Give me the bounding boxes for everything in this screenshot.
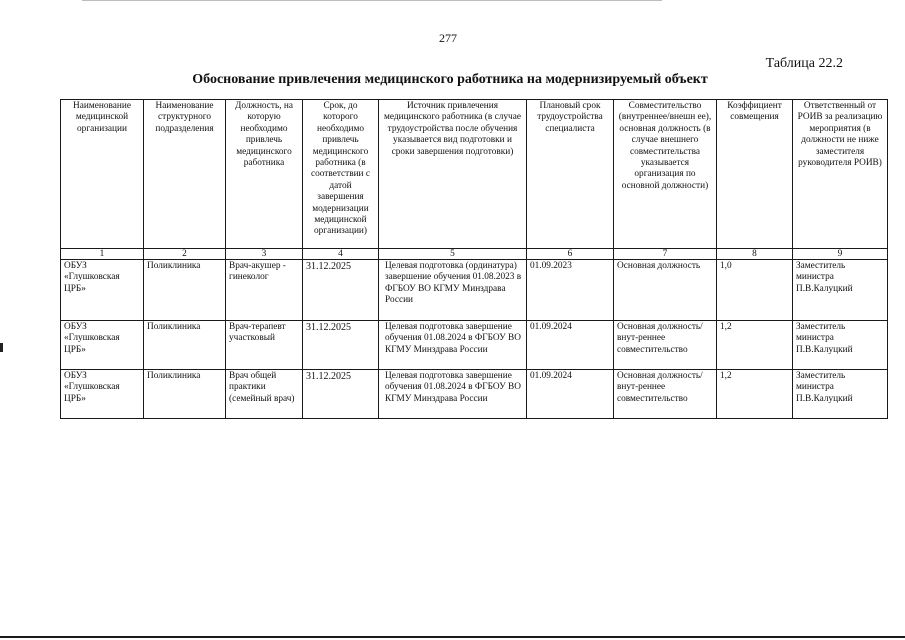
document-title: Обоснование привлечения медицинского работника на модернизируемый объект xyxy=(192,72,708,87)
cell-organization: ОБУЗ «Глушковская ЦРБ» xyxy=(61,370,144,419)
column-number: 5 xyxy=(379,249,527,260)
cell-organization: ОБУЗ «Глушковская ЦРБ» xyxy=(61,260,144,321)
cell-coefficient: 1,0 xyxy=(717,260,793,321)
cell-responsible: Заместитель министра П.В.Калуцкий xyxy=(793,370,888,419)
cell-combination: Основная должность/внут-реннее совместительство xyxy=(614,370,717,419)
column-number: 7 xyxy=(614,249,717,260)
column-number: 8 xyxy=(717,249,793,260)
cell-organization: ОБУЗ «Глушковская ЦРБ» xyxy=(61,321,144,370)
cell-position: Врач общей практики (семейный врач) xyxy=(226,370,303,419)
table-label: Таблица 22.2 xyxy=(765,56,843,71)
header-department: Наименование структурного подразделения xyxy=(144,100,226,249)
cell-planned-date: 01.09.2024 xyxy=(527,370,614,419)
cell-source: Целевая подготовка завершение обучения 01.08.2024 в ФГБОУ ВО КГМУ Минздрава России xyxy=(379,370,527,419)
cell-combination: Основная должность/внут-реннее совместительство xyxy=(614,321,717,370)
cell-deadline: 31.12.2025 xyxy=(303,321,379,370)
cell-planned-date: 01.09.2023 xyxy=(527,260,614,321)
cell-source: Целевая подготовка завершение обучения 01.08.2024 в ФГБОУ ВО КГМУ Минздрава России xyxy=(379,321,527,370)
cell-source: Целевая подготовка (ординатура) завершение обучения 01.08.2023 в ФГБОУ ВО КГМУ Минздрава России xyxy=(379,260,527,321)
column-number: 3 xyxy=(226,249,303,260)
column-number: 6 xyxy=(527,249,614,260)
table-row xyxy=(61,321,888,370)
scan-margin-mark xyxy=(0,343,3,352)
header-coefficient: Коэффициент совмещения xyxy=(717,100,793,249)
column-number: 4 xyxy=(303,249,379,260)
table-header-row xyxy=(61,100,888,249)
header-planned-date: Плановый срок трудоустройства специалиста xyxy=(527,100,614,249)
cell-responsible: Заместитель министра П.В.Калуцкий xyxy=(793,260,888,321)
page-number: 277 xyxy=(439,31,457,45)
scan-bottom-edge xyxy=(0,636,905,638)
column-number: 2 xyxy=(144,249,226,260)
table-row xyxy=(61,370,888,419)
header-deadline: Срок, до которого необходимо привлечь медицинского работника (в соответствии с датой завершения модернизации медицинской организации) xyxy=(303,100,379,249)
table-row xyxy=(61,260,888,321)
cell-responsible: Заместитель министра П.В.Калуцкий xyxy=(793,321,888,370)
cell-department: Поликлиника xyxy=(144,321,226,370)
header-responsible: Ответственный от РОИВ за реализацию мероприятия (в должности не ниже заместителя руководителя РОИВ) xyxy=(793,100,888,249)
cell-position: Врач-терапевт участковый xyxy=(226,321,303,370)
staffing-table xyxy=(60,99,888,419)
header-combination: Совместительство (внутреннее/внешн ее), основная должность (в случае внешнего совместительства указывается организация по основной должности) xyxy=(614,100,717,249)
cell-position: Врач-акушер - гинеколог xyxy=(226,260,303,321)
column-number-row xyxy=(61,249,888,260)
cell-department: Поликлиника xyxy=(144,260,226,321)
cell-deadline: 31.12.2025 xyxy=(303,370,379,419)
header-organization: Наименование медицинской организации xyxy=(61,100,144,249)
column-number: 1 xyxy=(61,249,144,260)
header-position: Должность, на которую необходимо привлечь медицинского работника xyxy=(226,100,303,249)
cell-coefficient: 1,2 xyxy=(717,370,793,419)
column-number: 9 xyxy=(793,249,888,260)
cell-planned-date: 01.09.2024 xyxy=(527,321,614,370)
scan-top-edge xyxy=(82,0,662,1)
cell-deadline: 31.12.2025 xyxy=(303,260,379,321)
header-source: Источник привлечения медицинского работника (в случае трудоустройства после обучения указывается вид подготовки и сроки завершения подготовки) xyxy=(379,100,527,249)
cell-department: Поликлиника xyxy=(144,370,226,419)
cell-combination: Основная должность xyxy=(614,260,717,321)
cell-coefficient: 1,2 xyxy=(717,321,793,370)
